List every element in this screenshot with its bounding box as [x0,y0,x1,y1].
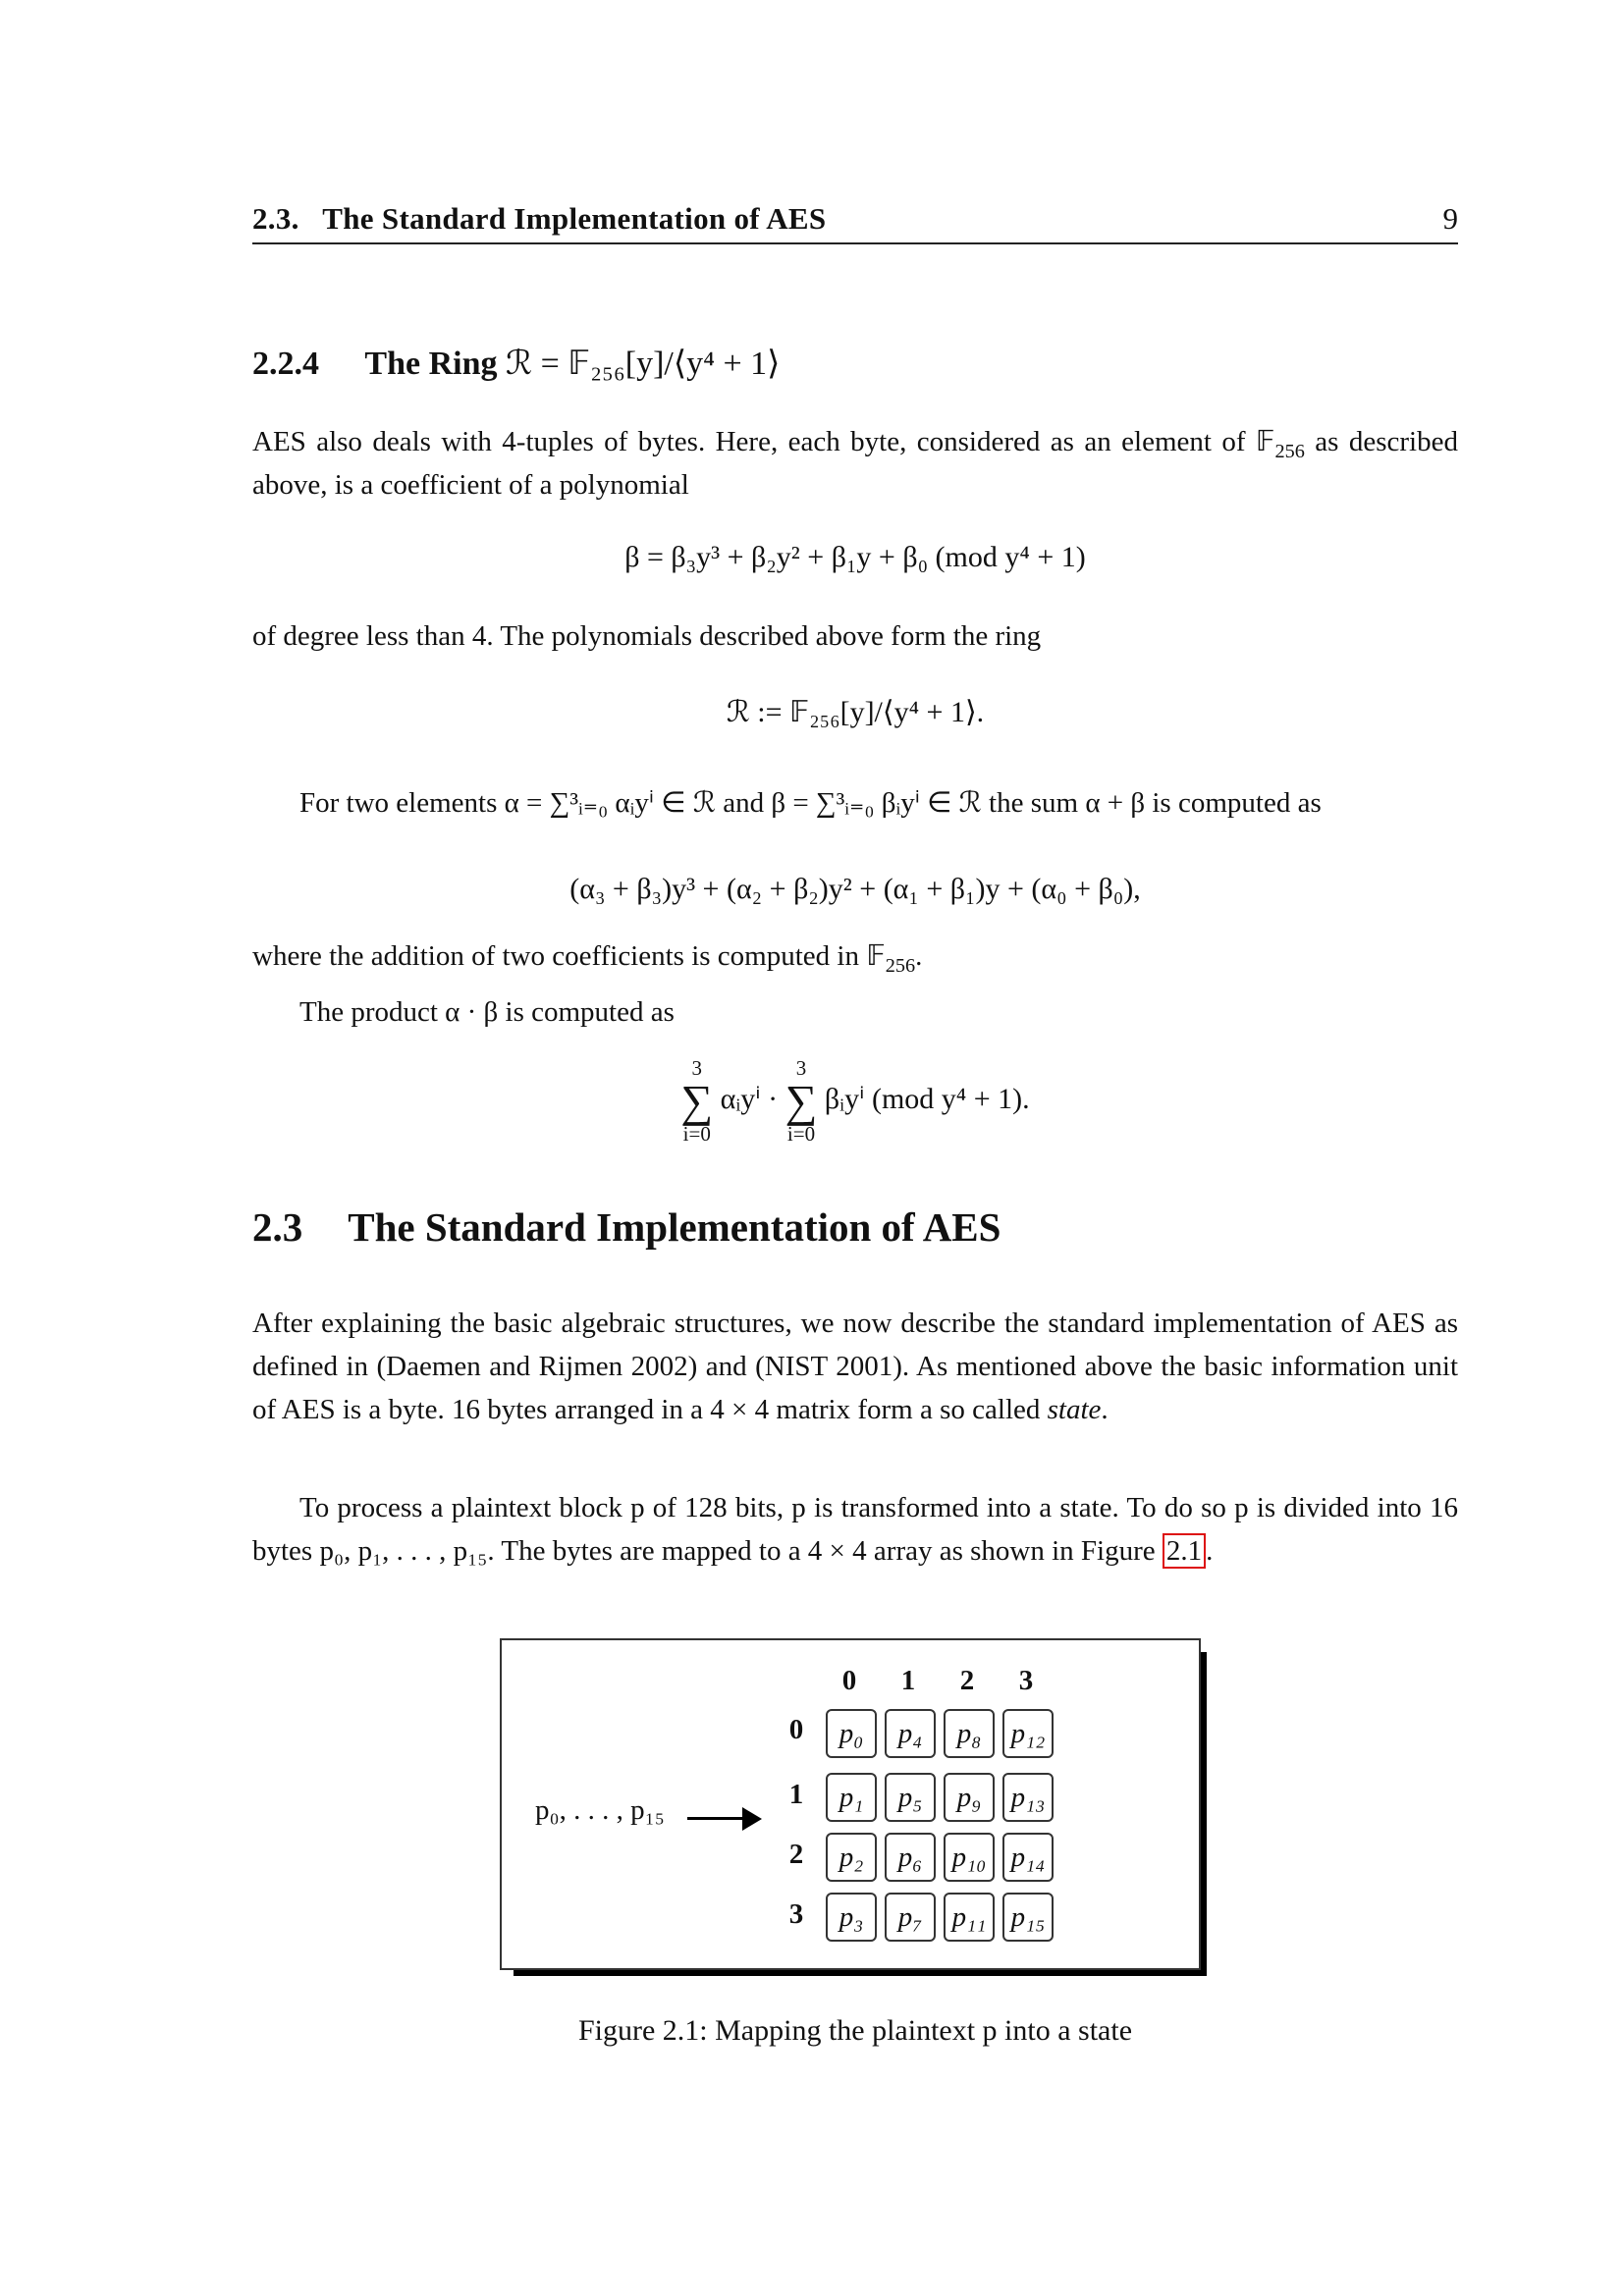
subsection-number: 2.2.4 [252,346,319,382]
state-cell: p₂ [826,1833,877,1882]
state-cell: p₁₁ [944,1893,995,1942]
state-cell: p₅ [885,1773,936,1822]
sum-upper-limit: 3 [795,1056,807,1080]
sum-symbol-beta: 3 ∑ i=0 [784,1056,818,1146]
row-header: 0 [788,1714,804,1745]
paragraph-degree: of degree less than 4. The polynomials described above form the ring [252,620,1042,652]
state-cell: p₀ [826,1709,877,1758]
section-heading [252,1203,1001,1251]
product-term-alpha: αᵢyⁱ · [720,1082,779,1115]
state-cell: p₁₄ [1002,1833,1054,1882]
subsection-heading [252,344,780,383]
state-cell: p₁ [826,1773,877,1822]
sum-upper-limit: 3 [691,1056,702,1080]
equation-ring-definition: ℛ := 𝔽₂₅₆[y]/⟨y⁴ + 1⟩. [726,696,985,728]
row-header: 1 [788,1779,804,1810]
state-cell: p₃ [826,1893,877,1942]
figure-caption: Figure 2.1: Mapping the plaintext p into a state [577,2014,1133,2047]
p6-italic-state: state [1047,1394,1102,1425]
state-cell: p₄ [885,1709,936,1758]
paragraph-ring-intro [252,420,1458,507]
row-header: 2 [788,1839,804,1870]
arrow-head-icon [742,1807,762,1831]
column-header: 2 [959,1665,975,1696]
p4-text: where the addition of two coefficients is computed in 𝔽 [252,940,886,972]
arrow-icon [687,1817,746,1820]
column-header: 0 [841,1665,857,1696]
state-cell: p₉ [944,1773,995,1822]
p1-subscript: 256 [1274,440,1305,462]
section-title: The Standard Implementation of AES [348,1204,1001,1250]
state-cell: p₆ [885,1833,936,1882]
paragraph-addition [252,934,1458,978]
sum-lower-limit: i=0 [786,1122,816,1146]
p7-text: To process a plaintext block p of 128 bits, p is transformed into a state. To do so p is divided into 16 bytes p₀, p₁, . . . , p₁₅. The bytes are mapped to a 4 × 4 array as shown in Figure [252,1492,1458,1567]
column-header: 1 [900,1665,916,1696]
sum-lower-limit: i=0 [682,1122,711,1146]
p1-text-end: as described above, is a coefficient of a polynomial [252,426,1458,501]
p1-text: AES also deals with 4-tuples of bytes. Here, each byte, considered as an element of 𝔽 [252,426,1275,457]
state-cell: p₁₀ [944,1833,995,1882]
page-number: 9 [1442,201,1458,236]
row-header: 3 [788,1898,804,1930]
subsection-title-math: ℛ = 𝔽₂₅₆[y]/⟨y⁴ + 1⟩ [505,346,781,382]
figure-reference-link[interactable]: 2.1 [1163,1533,1206,1569]
paragraph-sum: For two elements α = ∑³ᵢ₌₀ αᵢyⁱ ∈ ℛ and β = ∑³ᵢ₌₀ βᵢyⁱ ∈ ℛ the sum α + β is computed as [299,787,1322,819]
p4-end: . [915,940,923,972]
state-cell: p₇ [885,1893,936,1942]
p7-end: . [1206,1535,1214,1567]
equation-product [252,1058,1458,1145]
state-cell: p₈ [944,1709,995,1758]
p4-subscript: 256 [885,954,916,977]
paragraph-plaintext-mapping [252,1486,1458,1573]
p6-text: After explaining the basic algebraic structures, we now describe the standard implementation of AES as defined in (Daemen and Rijmen 2002) and (NIST 2001). As mentioned above the basic information unit of AES is a byte. 16 bytes arranged in a 4 × 4 matrix form a so called [252,1308,1458,1425]
subsection-title: The Ring [364,346,498,382]
state-cell: p₁₅ [1002,1893,1054,1942]
running-header [252,201,1458,244]
paragraph-standard-impl [252,1302,1458,1431]
column-header: 3 [1018,1665,1034,1696]
state-cell: p₁₂ [1002,1709,1054,1758]
section-number: 2.3 [252,1204,303,1250]
sum-symbol-alpha: 3 ∑ i=0 [680,1056,714,1146]
p6-end: . [1101,1394,1109,1425]
header-title: 2.3. The Standard Implementation of AES [252,201,827,236]
product-term-beta: βᵢyⁱ (mod y⁴ + 1). [824,1082,1030,1115]
state-cell: p₁₃ [1002,1773,1054,1822]
equation-sum: (α₃ + β₃)y³ + (α₂ + β₂)y² + (α₁ + β₁)y + (α₀ + β₀), [569,873,1141,905]
paragraph-product: The product α · β is computed as [299,996,675,1028]
sequence-label: p₀, . . . , p₁₅ [535,1794,665,1826]
equation-beta-polynomial: β = β₃y³ + β₂y² + β₁y + β₀ (mod y⁴ + 1) [624,541,1086,573]
